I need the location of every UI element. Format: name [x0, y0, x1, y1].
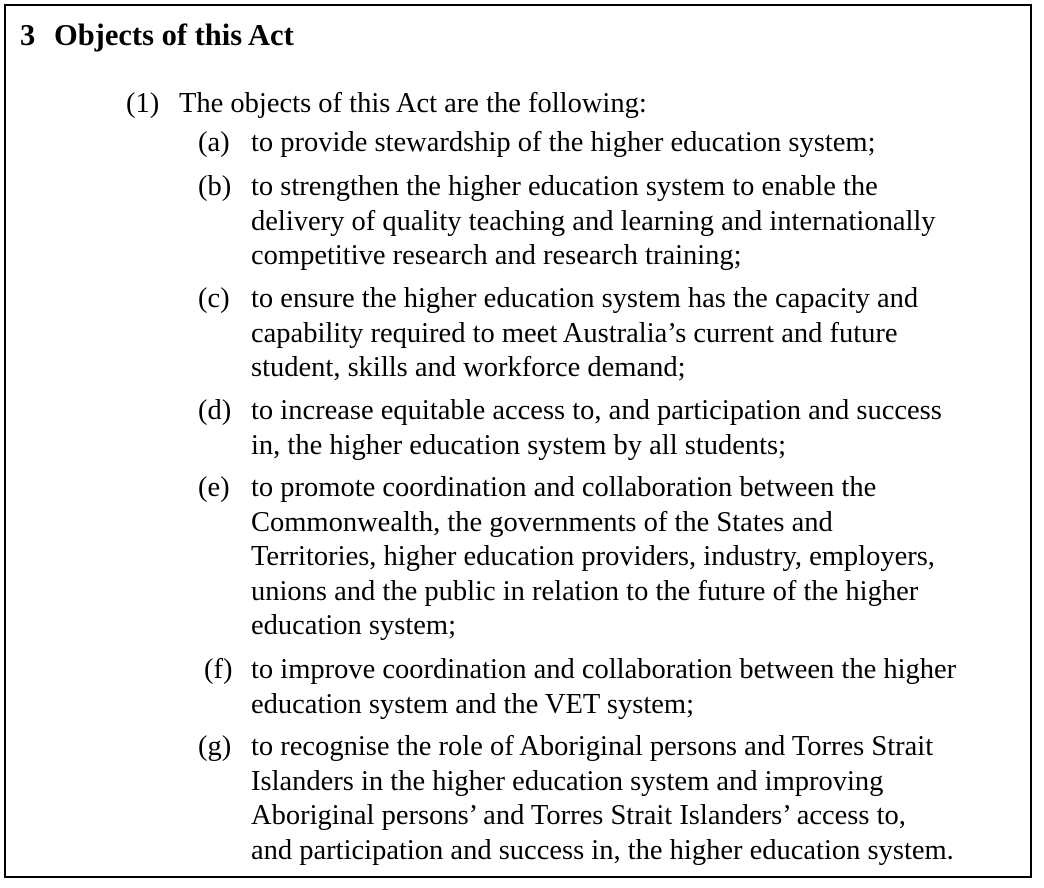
- paragraph-text: [251, 394, 942, 463]
- paragraph-label: (g): [198, 731, 232, 762]
- paragraph-line: competitive research and research training;: [251, 240, 742, 271]
- section-heading: [20, 17, 294, 53]
- paragraph-line: student, skills and workforce demand;: [251, 352, 686, 383]
- subsection-label: (1): [126, 88, 160, 119]
- paragraph-line: in, the higher education system by all students;: [251, 429, 787, 461]
- paragraph-line: to recognise the role of Aboriginal persons and Torres Strait: [251, 731, 934, 762]
- paragraph-label: (e): [198, 472, 230, 503]
- document-frame: [4, 4, 1032, 878]
- paragraph-label: (b): [198, 171, 232, 202]
- paragraph-label: (c): [198, 283, 230, 314]
- paragraph-line: to increase equitable access to, and participation and success: [251, 395, 942, 426]
- paragraph-label: (a): [198, 127, 230, 158]
- paragraph-line: delivery of quality teaching and learning and internationally: [251, 205, 936, 237]
- paragraph-line: Territories, higher education providers, industry, employers,: [251, 541, 935, 572]
- section-number: 3: [20, 18, 36, 52]
- paragraph-line: Islanders in the higher education system and improving: [251, 765, 884, 797]
- paragraph-line: capability required to meet Australia’s current and future: [251, 317, 898, 349]
- subsection-text: The objects of this Act are the following:: [179, 88, 647, 119]
- paragraph-line: to improve coordination and collaboration between the higher: [251, 654, 957, 685]
- section-title: Objects of this Act: [54, 18, 294, 52]
- paragraph-label: (f): [204, 654, 233, 685]
- paragraph-text: [251, 126, 875, 161]
- paragraph-text: [251, 653, 956, 722]
- paragraph-line: to provide stewardship of the higher education system;: [251, 127, 876, 158]
- paragraph-text: [251, 471, 935, 644]
- paragraph-line: Aboriginal persons’ and Torres Strait Islanders’ access to,: [251, 800, 906, 831]
- subsection-1: [126, 86, 647, 122]
- paragraph-line: and participation and success in, the higher education system.: [251, 834, 954, 866]
- paragraph-line: unions and the public in relation to the future of the higher: [251, 575, 919, 607]
- paragraph-line: education system;: [251, 610, 456, 641]
- paragraph-text: [251, 170, 936, 274]
- paragraph-label: (d): [198, 395, 232, 426]
- paragraph-line: Commonwealth, the governments of the States and: [251, 506, 833, 538]
- paragraph-line: to promote coordination and collaboration between the: [251, 472, 877, 503]
- paragraph-line: to strengthen the higher education system to enable the: [251, 171, 878, 202]
- paragraph-text: [251, 282, 918, 386]
- paragraph-line: education system and the VET system;: [251, 688, 695, 720]
- paragraph-line: to ensure the higher education system has the capacity and: [251, 283, 919, 314]
- paragraph-text: [251, 730, 954, 868]
